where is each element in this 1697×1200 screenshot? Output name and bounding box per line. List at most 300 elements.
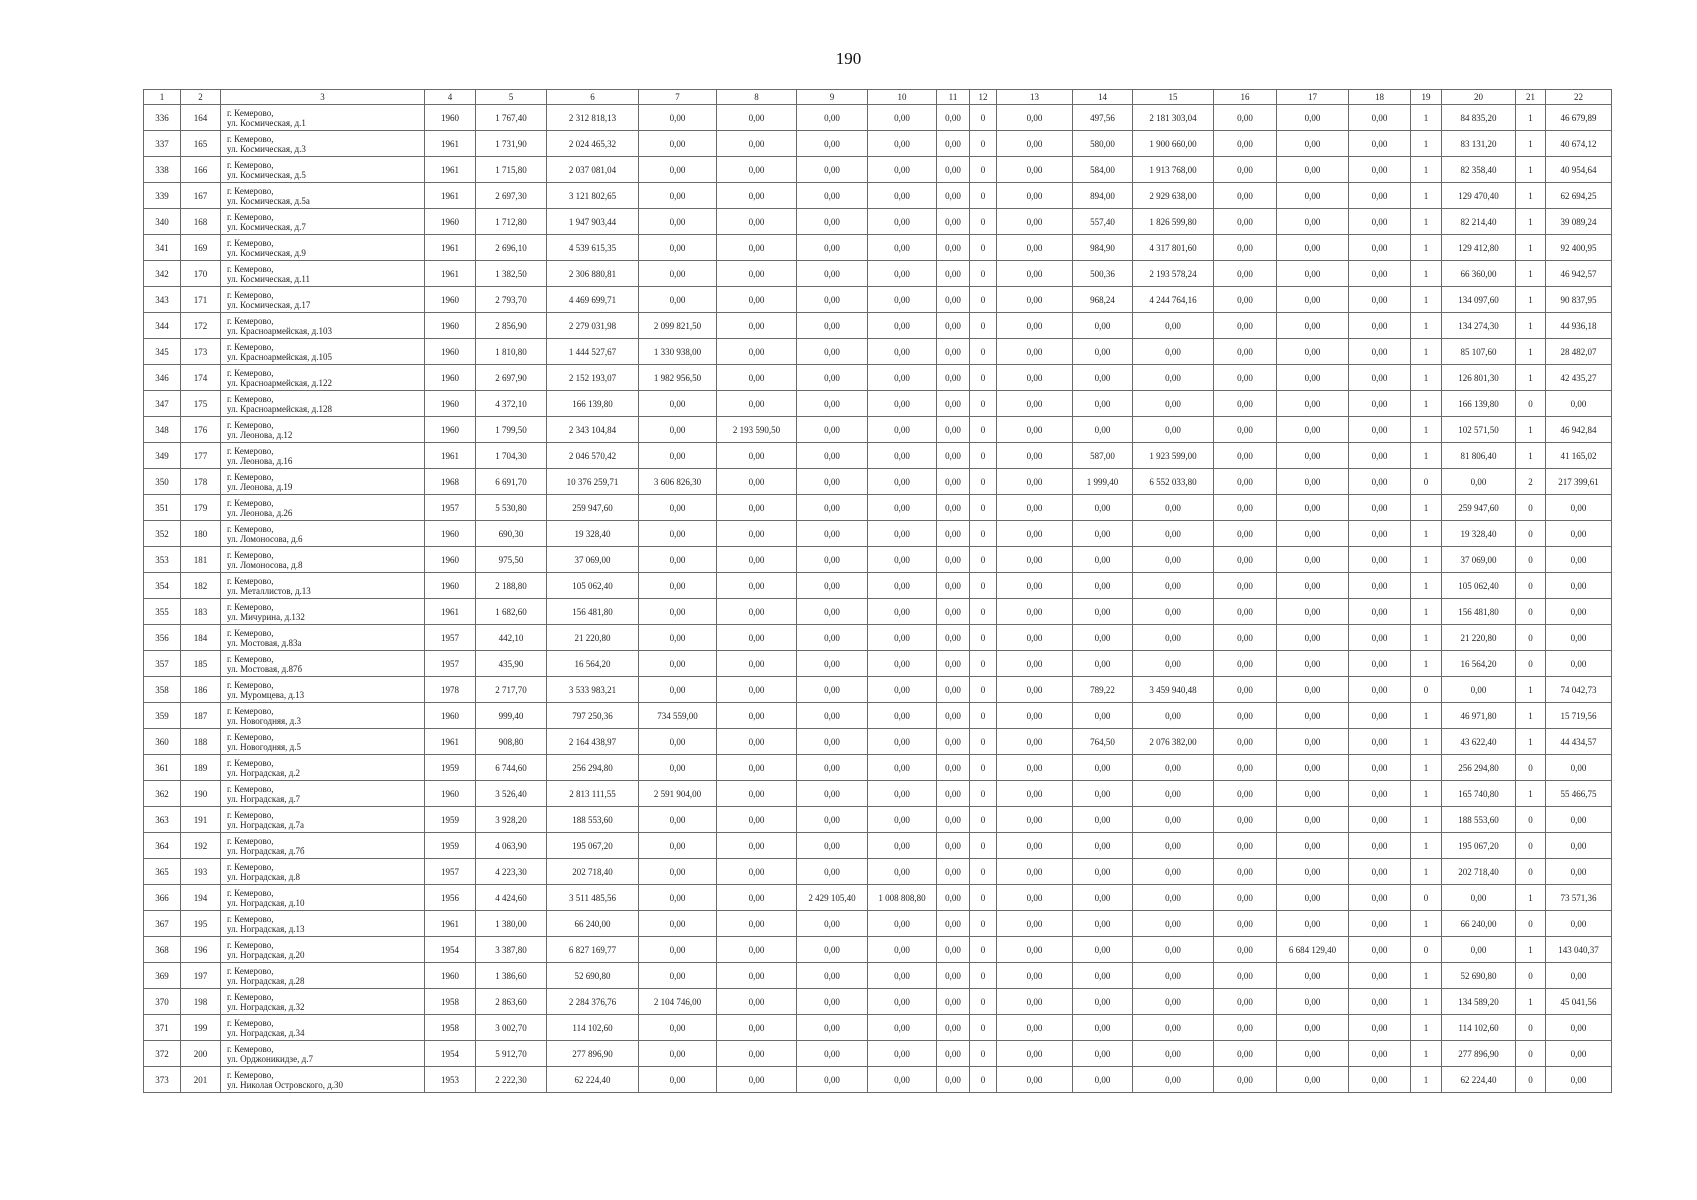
table-cell: 0,00: [1214, 209, 1277, 235]
table-cell: 0,00: [1277, 807, 1349, 833]
table-cell: 0: [1516, 833, 1546, 859]
table-cell: 176: [181, 417, 221, 443]
table-cell: 0,00: [997, 885, 1073, 911]
table-cell: 0,00: [868, 625, 937, 651]
table-cell: 2 164 438,97: [547, 729, 639, 755]
table-cell: 0,00: [1073, 833, 1133, 859]
table-cell: 0: [1516, 1041, 1546, 1067]
table-cell: 1: [1516, 287, 1546, 313]
table-cell: 277 896,90: [547, 1041, 639, 1067]
table-cell: 0,00: [868, 235, 937, 261]
column-header-5: 5: [476, 90, 547, 105]
table-cell: 1 799,50: [476, 417, 547, 443]
table-cell: 0,00: [639, 651, 717, 677]
table-cell: 0,00: [937, 573, 970, 599]
table-cell: 44 936,18: [1546, 313, 1612, 339]
table-cell: 0,00: [1277, 521, 1349, 547]
table-cell: 1960: [425, 703, 476, 729]
table-cell: 0,00: [1214, 885, 1277, 911]
table-cell: 1: [1411, 261, 1442, 287]
table-cell: 3 459 940,48: [1133, 677, 1214, 703]
table-cell: 277 896,90: [1442, 1041, 1516, 1067]
table-cell: 0,00: [868, 989, 937, 1015]
table-cell: 0,00: [1133, 963, 1214, 989]
table-cell: 0: [970, 209, 997, 235]
table-cell: 0,00: [1349, 651, 1411, 677]
table-cell: 1961: [425, 443, 476, 469]
address-line: г. Кемерово,: [227, 367, 274, 378]
address-line: ул. Леонова, д.26: [227, 507, 293, 518]
table-cell: 0,00: [797, 1015, 868, 1041]
table-cell: 0,00: [1546, 1041, 1612, 1067]
table-cell: 166 139,80: [1442, 391, 1516, 417]
table-cell: 0,00: [717, 885, 797, 911]
table-cell: 187: [181, 703, 221, 729]
table-cell: 0,00: [997, 781, 1073, 807]
table-cell: 0,00: [1546, 1067, 1612, 1093]
table-cell: 0,00: [1349, 599, 1411, 625]
table-cell: 797 250,36: [547, 703, 639, 729]
column-header-13: 13: [997, 90, 1073, 105]
table-cell: 0,00: [1214, 339, 1277, 365]
table-cell: 0,00: [1073, 339, 1133, 365]
column-header-8: 8: [717, 90, 797, 105]
table-cell: 371: [144, 1015, 181, 1041]
table-cell: 0,00: [639, 521, 717, 547]
table-cell: 2 104 746,00: [639, 989, 717, 1015]
table-cell: 0,00: [868, 183, 937, 209]
table-cell: 66 240,00: [547, 911, 639, 937]
table-cell: 156 481,80: [1442, 599, 1516, 625]
table-cell: 0,00: [868, 1015, 937, 1041]
table-cell: 1 444 527,67: [547, 339, 639, 365]
table-cell: 0,00: [1073, 755, 1133, 781]
table-cell: 500,36: [1073, 261, 1133, 287]
table-cell: 0,00: [797, 833, 868, 859]
table-cell: 0,00: [1546, 599, 1612, 625]
table-cell: 92 400,95: [1546, 235, 1612, 261]
address-cell: [221, 755, 425, 781]
table-cell: 177: [181, 443, 221, 469]
address-line: ул. Мостовая, д.87б: [227, 663, 303, 674]
table-cell: 0,00: [1214, 547, 1277, 573]
table-cell: 172: [181, 313, 221, 339]
table-cell: 0,00: [937, 105, 970, 131]
table-row: [144, 599, 1612, 625]
table-cell: 0,00: [1073, 547, 1133, 573]
table-cell: 4 424,60: [476, 885, 547, 911]
table-cell: 0,00: [639, 911, 717, 937]
address-cell: [221, 781, 425, 807]
address-cell: [221, 547, 425, 573]
table-cell: 164: [181, 105, 221, 131]
table-cell: 62 694,25: [1546, 183, 1612, 209]
table-cell: 0,00: [639, 209, 717, 235]
table-cell: 0,00: [868, 781, 937, 807]
table-cell: 0,00: [868, 1067, 937, 1093]
table-cell: 1 982 956,50: [639, 365, 717, 391]
table-cell: 2 343 104,84: [547, 417, 639, 443]
column-header-1: 1: [144, 90, 181, 105]
table-cell: 0,00: [1073, 1015, 1133, 1041]
table-cell: 0,00: [1442, 677, 1516, 703]
column-header-19: 19: [1411, 90, 1442, 105]
address-cell: [221, 365, 425, 391]
address-line: г. Кемерово,: [227, 341, 274, 352]
table-cell: 0,00: [1277, 963, 1349, 989]
table-row: [144, 417, 1612, 443]
table-cell: 0,00: [997, 157, 1073, 183]
table-cell: 0,00: [1546, 625, 1612, 651]
address-line: ул. Ноградская, д.28: [227, 975, 305, 986]
table-cell: 0,00: [1277, 469, 1349, 495]
table-cell: 0,00: [1277, 859, 1349, 885]
table-cell: 0,00: [1546, 1015, 1612, 1041]
table-cell: 6 684 129,40: [1277, 937, 1349, 963]
table-cell: 1961: [425, 157, 476, 183]
table-cell: 0,00: [1214, 313, 1277, 339]
table-cell: 1: [1411, 573, 1442, 599]
table-cell: 0,00: [1349, 1041, 1411, 1067]
table-cell: 1: [1411, 209, 1442, 235]
table-cell: 0,00: [1349, 209, 1411, 235]
table-cell: 52 690,80: [1442, 963, 1516, 989]
table-cell: 0,00: [1349, 625, 1411, 651]
table-cell: 0,00: [1546, 859, 1612, 885]
address-line: г. Кемерово,: [227, 211, 274, 222]
table-cell: 0,00: [997, 261, 1073, 287]
table-cell: 1: [1411, 313, 1442, 339]
table-cell: 1: [1411, 807, 1442, 833]
table-cell: 0,00: [997, 417, 1073, 443]
table-cell: 0,00: [997, 235, 1073, 261]
table-cell: 0,00: [997, 209, 1073, 235]
table-cell: 0,00: [1073, 521, 1133, 547]
address-line: г. Кемерово,: [227, 965, 274, 976]
table-cell: 198: [181, 989, 221, 1015]
table-cell: 1: [1516, 157, 1546, 183]
table-cell: 734 559,00: [639, 703, 717, 729]
table-cell: 0,00: [1214, 859, 1277, 885]
table-cell: 1: [1411, 1015, 1442, 1041]
table-cell: 0,00: [1214, 937, 1277, 963]
table-row: [144, 547, 1612, 573]
table-cell: 1: [1516, 209, 1546, 235]
table-cell: 0,00: [1133, 885, 1214, 911]
table-cell: 0,00: [937, 1015, 970, 1041]
address-line: ул. Ноградская, д.7: [227, 793, 301, 804]
table-row: [144, 235, 1612, 261]
address-cell: [221, 599, 425, 625]
table-cell: 1 900 660,00: [1133, 131, 1214, 157]
table-cell: 1 731,90: [476, 131, 547, 157]
table-cell: 1961: [425, 183, 476, 209]
address-line: ул. Космическая, д.17: [227, 299, 311, 310]
table-cell: 0,00: [1349, 521, 1411, 547]
table-cell: 0,00: [639, 183, 717, 209]
table-cell: 1960: [425, 417, 476, 443]
table-cell: 0,00: [717, 677, 797, 703]
table-cell: 1 380,00: [476, 911, 547, 937]
table-cell: 1961: [425, 131, 476, 157]
table-cell: 0,00: [868, 1041, 937, 1067]
address-cell: [221, 651, 425, 677]
table-cell: 0,00: [937, 729, 970, 755]
address-line: ул. Леонова, д.12: [227, 429, 293, 440]
table-cell: 0,00: [1214, 573, 1277, 599]
table-cell: 587,00: [1073, 443, 1133, 469]
register-table: [143, 89, 1612, 1093]
table-cell: 353: [144, 547, 181, 573]
address-line: г. Кемерово,: [227, 757, 274, 768]
table-row: [144, 937, 1612, 963]
table-cell: 0,00: [937, 495, 970, 521]
table-cell: 0: [1516, 547, 1546, 573]
address-line: ул. Космическая, д.5: [227, 169, 306, 180]
table-cell: 0: [1411, 677, 1442, 703]
address-line: г. Кемерово,: [227, 471, 274, 482]
table-cell: 0,00: [937, 599, 970, 625]
table-cell: 0,00: [997, 911, 1073, 937]
table-cell: 0,00: [1133, 1015, 1214, 1041]
table-cell: 1 682,60: [476, 599, 547, 625]
table-cell: 28 482,07: [1546, 339, 1612, 365]
table-cell: 16 564,20: [547, 651, 639, 677]
table-cell: 66 240,00: [1442, 911, 1516, 937]
address-cell: [221, 443, 425, 469]
address-cell: [221, 703, 425, 729]
table-cell: 0,00: [997, 1015, 1073, 1041]
table-cell: 1: [1411, 339, 1442, 365]
table-cell: 0,00: [1442, 885, 1516, 911]
address-cell: [221, 1067, 425, 1093]
table-cell: 0: [970, 313, 997, 339]
table-cell: 3 928,20: [476, 807, 547, 833]
table-cell: 193: [181, 859, 221, 885]
table-cell: 19 328,40: [547, 521, 639, 547]
table-cell: 0,00: [997, 1067, 1073, 1093]
table-cell: 40 954,64: [1546, 157, 1612, 183]
table-cell: 0,00: [639, 131, 717, 157]
address-line: г. Кемерово,: [227, 913, 274, 924]
table-cell: 0,00: [639, 599, 717, 625]
table-cell: 192: [181, 833, 221, 859]
table-cell: 166 139,80: [547, 391, 639, 417]
table-cell: 0,00: [1073, 417, 1133, 443]
address-line: г. Кемерово,: [227, 237, 274, 248]
address-line: г. Кемерово,: [227, 497, 274, 508]
table-cell: 2 863,60: [476, 989, 547, 1015]
table-row: [144, 911, 1612, 937]
table-cell: 1 810,80: [476, 339, 547, 365]
table-cell: 3 526,40: [476, 781, 547, 807]
table-cell: 0,00: [1546, 573, 1612, 599]
address-cell: [221, 625, 425, 651]
table-cell: 186: [181, 677, 221, 703]
address-line: ул. Ноградская, д.10: [227, 897, 305, 908]
table-cell: 1959: [425, 833, 476, 859]
table-cell: 345: [144, 339, 181, 365]
table-cell: 0,00: [717, 937, 797, 963]
table-cell: 44 434,57: [1546, 729, 1612, 755]
table-cell: 0,00: [639, 963, 717, 989]
table-row: [144, 703, 1612, 729]
table-cell: 0,00: [639, 1015, 717, 1041]
address-line: ул. Мостовая, д.83а: [227, 637, 302, 648]
table-cell: 1: [1516, 703, 1546, 729]
table-cell: 0,00: [717, 1067, 797, 1093]
table-cell: 0,00: [797, 313, 868, 339]
table-cell: 46 942,57: [1546, 261, 1612, 287]
table-cell: 1 923 599,00: [1133, 443, 1214, 469]
address-line: ул. Муромцева, д.13: [227, 689, 305, 700]
table-row: [144, 1041, 1612, 1067]
table-cell: 0,00: [1349, 547, 1411, 573]
table-cell: 259 947,60: [1442, 495, 1516, 521]
table-cell: 0,00: [797, 261, 868, 287]
column-header-4: 4: [425, 90, 476, 105]
table-cell: 3 002,70: [476, 1015, 547, 1041]
table-cell: 350: [144, 469, 181, 495]
table-cell: 0,00: [1349, 859, 1411, 885]
table-cell: 202 718,40: [547, 859, 639, 885]
address-cell: [221, 833, 425, 859]
table-cell: 0,00: [1546, 833, 1612, 859]
table-cell: 2 193 578,24: [1133, 261, 1214, 287]
table-cell: 0,00: [1133, 833, 1214, 859]
table-cell: 0,00: [1277, 391, 1349, 417]
table-cell: 0,00: [1133, 911, 1214, 937]
table-cell: 0: [970, 937, 997, 963]
table-cell: 0,00: [1277, 261, 1349, 287]
table-cell: 2 591 904,00: [639, 781, 717, 807]
table-cell: 0,00: [937, 937, 970, 963]
table-cell: 358: [144, 677, 181, 703]
address-cell: [221, 885, 425, 911]
table-cell: 0,00: [1073, 651, 1133, 677]
table-cell: 0,00: [1349, 807, 1411, 833]
table-cell: 5 912,70: [476, 1041, 547, 1067]
table-cell: 1: [1516, 183, 1546, 209]
table-cell: 173: [181, 339, 221, 365]
table-cell: 143 040,37: [1546, 937, 1612, 963]
table-cell: 3 511 485,56: [547, 885, 639, 911]
table-cell: 0: [1411, 885, 1442, 911]
table-cell: 37 069,00: [1442, 547, 1516, 573]
address-line: г. Кемерово,: [227, 549, 274, 560]
address-line: ул. Ноградская, д.13: [227, 923, 305, 934]
table-cell: 0: [970, 261, 997, 287]
table-cell: 0,00: [717, 261, 797, 287]
table-cell: 0,00: [937, 157, 970, 183]
table-cell: 0,00: [639, 755, 717, 781]
table-cell: 1 947 903,44: [547, 209, 639, 235]
address-line: ул. Ноградская, д.32: [227, 1001, 305, 1012]
table-cell: 196: [181, 937, 221, 963]
table-cell: 0,00: [997, 651, 1073, 677]
table-cell: 1961: [425, 235, 476, 261]
table-cell: 1959: [425, 807, 476, 833]
table-cell: 0,00: [937, 1041, 970, 1067]
table-cell: 0,00: [997, 1041, 1073, 1067]
table-cell: 0,00: [639, 573, 717, 599]
table-cell: 0,00: [639, 105, 717, 131]
table-cell: 0,00: [1133, 599, 1214, 625]
table-cell: 0,00: [997, 365, 1073, 391]
table-cell: 41 165,02: [1546, 443, 1612, 469]
table-cell: 1958: [425, 989, 476, 1015]
table-cell: 0: [970, 157, 997, 183]
table-cell: 0: [1516, 1015, 1546, 1041]
table-cell: 0,00: [1349, 261, 1411, 287]
table-cell: 1 715,80: [476, 157, 547, 183]
table-cell: 0,00: [1277, 287, 1349, 313]
address-cell: [221, 937, 425, 963]
table-cell: 84 835,20: [1442, 105, 1516, 131]
table-cell: 0,00: [797, 209, 868, 235]
table-cell: 0,00: [937, 261, 970, 287]
table-cell: 1: [1516, 313, 1546, 339]
table-cell: 0,00: [997, 599, 1073, 625]
table-cell: 4 063,90: [476, 833, 547, 859]
table-cell: 185: [181, 651, 221, 677]
address-line: ул. Красноармейская, д.128: [227, 403, 332, 414]
table-cell: 0,00: [1277, 1015, 1349, 1041]
table-cell: 1: [1411, 287, 1442, 313]
table-cell: 2 037 081,04: [547, 157, 639, 183]
table-cell: 1956: [425, 885, 476, 911]
table-cell: 0,00: [937, 443, 970, 469]
table-cell: 0,00: [717, 807, 797, 833]
table-row: [144, 885, 1612, 911]
table-cell: 1: [1411, 235, 1442, 261]
table-cell: 1957: [425, 651, 476, 677]
table-cell: 0,00: [717, 911, 797, 937]
table-cell: 6 552 033,80: [1133, 469, 1214, 495]
table-cell: 3 533 983,21: [547, 677, 639, 703]
table-cell: 0,00: [1349, 911, 1411, 937]
table-cell: 40 674,12: [1546, 131, 1612, 157]
table-row: [144, 287, 1612, 313]
table-cell: 0: [970, 573, 997, 599]
table-cell: 3 387,80: [476, 937, 547, 963]
table-cell: 0,00: [997, 391, 1073, 417]
table-cell: 349: [144, 443, 181, 469]
table-cell: 0,00: [797, 989, 868, 1015]
table-cell: 195 067,20: [1442, 833, 1516, 859]
table-cell: 3 121 802,65: [547, 183, 639, 209]
table-cell: 165 740,80: [1442, 781, 1516, 807]
table-cell: 0,00: [868, 911, 937, 937]
table-cell: 0,00: [997, 677, 1073, 703]
table-cell: 169: [181, 235, 221, 261]
table-cell: 0: [1516, 755, 1546, 781]
address-cell: [221, 209, 425, 235]
table-cell: 0,00: [997, 469, 1073, 495]
table-cell: 0,00: [1442, 469, 1516, 495]
table-cell: 0,00: [937, 365, 970, 391]
table-cell: 0: [970, 365, 997, 391]
table-cell: 0,00: [1214, 105, 1277, 131]
table-row: [144, 261, 1612, 287]
table-cell: 0: [970, 495, 997, 521]
table-row: [144, 573, 1612, 599]
table-cell: 0: [970, 183, 997, 209]
table-cell: 0,00: [868, 495, 937, 521]
table-cell: 0,00: [1277, 755, 1349, 781]
table-cell: 0,00: [1214, 157, 1277, 183]
table-cell: 0,00: [997, 625, 1073, 651]
